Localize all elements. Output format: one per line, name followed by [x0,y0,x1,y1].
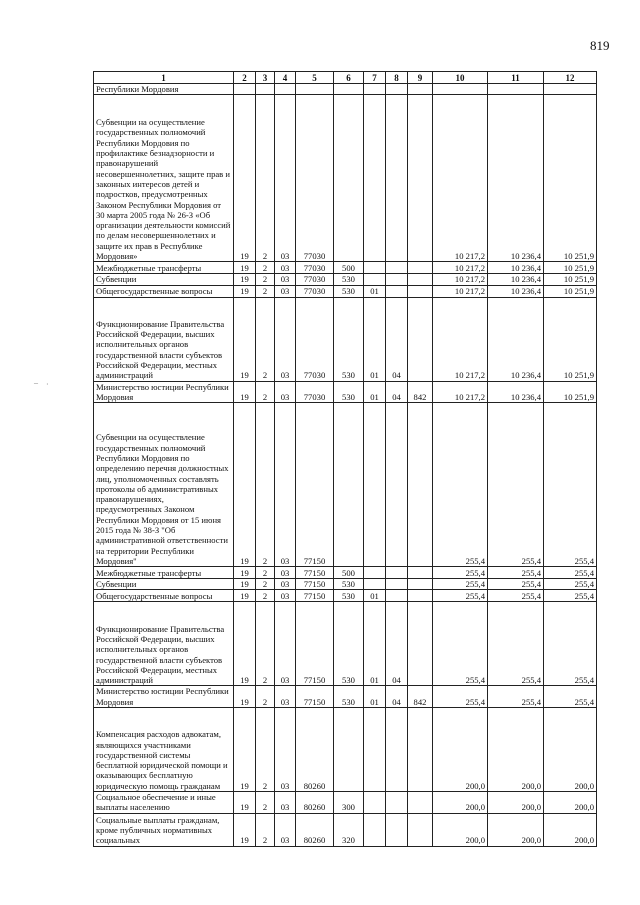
value-cell: 2 [256,813,275,846]
table-row [94,792,597,814]
value-cell [386,403,408,567]
column-header: 7 [364,72,386,84]
value-cell: 2 [256,262,275,274]
value-cell: 255,4 [544,590,597,602]
value-cell: 04 [386,297,408,381]
value-cell: 03 [275,602,296,686]
value-cell: 77150 [296,590,334,602]
table-row [94,686,597,708]
value-cell: 80260 [296,792,334,814]
table-row [94,84,597,95]
value-cell: 10 251,9 [544,274,597,285]
value-cell: 01 [364,285,386,297]
scan-mark: – [34,378,38,387]
value-cell: 01 [364,602,386,686]
value-cell [296,84,334,95]
value-cell: 10 217,2 [433,285,488,297]
value-cell [408,813,433,846]
value-cell [386,285,408,297]
table-row [94,285,597,297]
value-cell: 2 [256,792,275,814]
value-cell [386,84,408,95]
value-cell: 03 [275,95,296,262]
value-cell: 2 [256,579,275,590]
value-cell: 200,0 [433,708,488,792]
value-cell: 10 217,2 [433,95,488,262]
value-cell: 19 [234,792,256,814]
value-cell: 530 [334,381,364,403]
value-cell: 19 [234,262,256,274]
row-name-cell: Министерство юстиции Республики Мордовия [94,381,234,403]
value-cell: 77150 [296,602,334,686]
value-cell: 19 [234,297,256,381]
value-cell: 19 [234,285,256,297]
value-cell: 03 [275,579,296,590]
value-cell: 77150 [296,686,334,708]
value-cell [234,84,256,95]
table-row [94,813,597,846]
value-cell [364,262,386,274]
value-cell: 2 [256,686,275,708]
value-cell [275,84,296,95]
value-cell: 2 [256,602,275,686]
value-cell [408,84,433,95]
value-cell: 530 [334,602,364,686]
column-header: 12 [544,72,597,84]
value-cell: 19 [234,95,256,262]
value-cell: 10 236,4 [488,274,544,285]
value-cell: 255,4 [433,567,488,579]
value-cell: 2 [256,381,275,403]
value-cell: 200,0 [433,813,488,846]
value-cell: 530 [334,285,364,297]
value-cell [408,262,433,274]
value-cell: 200,0 [488,813,544,846]
value-cell: 255,4 [433,686,488,708]
value-cell [408,95,433,262]
value-cell: 255,4 [433,403,488,567]
value-cell: 80260 [296,813,334,846]
value-cell: 01 [364,381,386,403]
value-cell: 255,4 [488,686,544,708]
value-cell: 10 251,9 [544,285,597,297]
value-cell: 200,0 [488,708,544,792]
value-cell [408,297,433,381]
value-cell: 19 [234,403,256,567]
value-cell [334,95,364,262]
value-cell: 530 [334,590,364,602]
budget-table [93,71,597,847]
value-cell: 300 [334,792,364,814]
table-row [94,274,597,285]
value-cell: 19 [234,602,256,686]
value-cell [408,567,433,579]
value-cell: 03 [275,567,296,579]
value-cell: 255,4 [544,403,597,567]
column-header: 2 [234,72,256,84]
value-cell: 500 [334,567,364,579]
value-cell: 2 [256,403,275,567]
value-cell [386,95,408,262]
value-cell [544,84,597,95]
value-cell [364,403,386,567]
value-cell: 10 236,4 [488,297,544,381]
value-cell: 77150 [296,567,334,579]
table-row [94,403,597,567]
row-name-cell: Функционирование Правительства Российской Федерации, высших исполнительных органов государственной власти субъектов Российской Федерации, местных администраций [94,297,234,381]
row-name-cell: Министерство юстиции Республики Мордовия [94,686,234,708]
value-cell: 530 [334,274,364,285]
value-cell: 19 [234,590,256,602]
row-name-cell: Компенсация расходов адвокатам, являющихся участниками государственной системы бесплатной юридической помощи и оказывающих бесплатную юридическую помощь гражданам [94,708,234,792]
value-cell: 03 [275,381,296,403]
value-cell: 77030 [296,297,334,381]
column-header: 1 [94,72,234,84]
value-cell: 03 [275,590,296,602]
value-cell: 2 [256,708,275,792]
value-cell [364,274,386,285]
table-row [94,262,597,274]
value-cell: 03 [275,403,296,567]
value-cell: 04 [386,381,408,403]
value-cell: 04 [386,686,408,708]
value-cell: 77030 [296,285,334,297]
value-cell: 01 [364,590,386,602]
row-name-cell: Межбюджетные трансферты [94,262,234,274]
value-cell: 200,0 [544,813,597,846]
value-cell [364,813,386,846]
value-cell: 200,0 [544,708,597,792]
page-number: 819 [590,38,610,53]
value-cell: 03 [275,297,296,381]
column-header: 4 [275,72,296,84]
value-cell: 842 [408,686,433,708]
table-header [94,72,597,84]
row-name-cell: Субвенции на осуществление государственных полномочий Республики Мордовия по определению перечня должностных лиц, уполномоченных составлять протоколы об административных правонарушениях, предусмотренных Законом Республики Мордовия от 15 июня 2015 года № 38-З "Об административной ответственности на территории Республики Мордовия" [94,403,234,567]
value-cell: 255,4 [433,602,488,686]
value-cell: 77150 [296,403,334,567]
value-cell: 255,4 [488,590,544,602]
column-header: 8 [386,72,408,84]
value-cell: 255,4 [544,686,597,708]
row-name-cell: Межбюджетные трансферты [94,567,234,579]
value-cell: 200,0 [488,792,544,814]
value-cell: 80260 [296,708,334,792]
value-cell [408,590,433,602]
value-cell: 255,4 [433,590,488,602]
value-cell [386,708,408,792]
value-cell: 842 [408,381,433,403]
value-cell [386,792,408,814]
row-name-cell: Субвенции на осуществление государственных полномочий Республики Мордовия по профилактике безнадзорности и правонарушений несовершеннолетних, защите прав и законных интересов детей и подростков, предусмотренных Законом Республики Мордовия от 30 марта 2005 года № 26-З «Об организации деятельности комиссий по делам несовершеннолетних и защите их прав в Республике Мордовия» [94,95,234,262]
value-cell: 10 251,9 [544,262,597,274]
value-cell: 500 [334,262,364,274]
value-cell [364,792,386,814]
value-cell: 255,4 [488,403,544,567]
value-cell: 19 [234,274,256,285]
row-name-cell: Субвенции [94,274,234,285]
value-cell: 2 [256,590,275,602]
value-cell [408,792,433,814]
value-cell: 19 [234,686,256,708]
value-cell [408,285,433,297]
value-cell [364,84,386,95]
value-cell [386,262,408,274]
value-cell [408,403,433,567]
value-cell: 10 236,4 [488,381,544,403]
value-cell: 320 [334,813,364,846]
value-cell: 77030 [296,262,334,274]
row-name-cell: Функционирование Правительства Российской Федерации, высших исполнительных органов государственной власти субъектов Российской Федерации, местных администраций [94,602,234,686]
value-cell: 03 [275,813,296,846]
value-cell: 19 [234,708,256,792]
value-cell: 10 236,4 [488,262,544,274]
value-cell: 19 [234,813,256,846]
table-body [94,84,597,847]
value-cell: 03 [275,708,296,792]
value-cell [364,95,386,262]
value-cell: 255,4 [488,579,544,590]
value-cell [334,84,364,95]
column-header: 9 [408,72,433,84]
value-cell: 10 236,4 [488,285,544,297]
value-cell: 01 [364,297,386,381]
scan-mark: · [46,380,49,389]
value-cell: 200,0 [544,792,597,814]
value-cell [386,579,408,590]
value-cell: 10 217,2 [433,297,488,381]
value-cell: 530 [334,297,364,381]
value-cell: 03 [275,274,296,285]
value-cell: 10 217,2 [433,274,488,285]
value-cell: 530 [334,686,364,708]
table-row [94,579,597,590]
value-cell: 530 [334,579,364,590]
table-row [94,95,597,262]
value-cell [386,590,408,602]
value-cell: 01 [364,686,386,708]
value-cell [488,84,544,95]
row-name-cell: Республики Мордовия [94,84,234,95]
value-cell: 03 [275,792,296,814]
table-row [94,590,597,602]
value-cell: 77030 [296,381,334,403]
table-row [94,297,597,381]
row-name-cell: Социальные выплаты гражданам, кроме публичных нормативных социальных [94,813,234,846]
value-cell: 255,4 [488,602,544,686]
value-cell [433,84,488,95]
value-cell [386,567,408,579]
row-name-cell: Общегосударственные вопросы [94,285,234,297]
row-name-cell: Субвенции [94,579,234,590]
value-cell: 255,4 [433,579,488,590]
value-cell [408,602,433,686]
value-cell: 77030 [296,95,334,262]
value-cell [386,813,408,846]
value-cell: 04 [386,602,408,686]
column-header: 11 [488,72,544,84]
value-cell: 10 251,9 [544,381,597,403]
value-cell [364,708,386,792]
value-cell: 255,4 [544,602,597,686]
value-cell [334,708,364,792]
value-cell [408,579,433,590]
value-cell: 255,4 [544,579,597,590]
column-header: 6 [334,72,364,84]
column-header: 10 [433,72,488,84]
value-cell: 2 [256,95,275,262]
value-cell [256,84,275,95]
value-cell: 255,4 [544,567,597,579]
value-cell [364,567,386,579]
value-cell: 03 [275,262,296,274]
value-cell: 10 251,9 [544,297,597,381]
value-cell [408,274,433,285]
value-cell: 19 [234,579,256,590]
column-header: 3 [256,72,275,84]
value-cell: 2 [256,297,275,381]
table-row [94,381,597,403]
value-cell: 10 217,2 [433,381,488,403]
value-cell: 03 [275,686,296,708]
column-header: 5 [296,72,334,84]
value-cell: 03 [275,285,296,297]
value-cell [364,579,386,590]
value-cell: 255,4 [488,567,544,579]
value-cell: 19 [234,567,256,579]
value-cell: 2 [256,567,275,579]
value-cell: 19 [234,381,256,403]
value-cell: 10 236,4 [488,95,544,262]
value-cell: 10 251,9 [544,95,597,262]
value-cell [386,274,408,285]
row-name-cell: Социальное обеспечение и иные выплаты населению [94,792,234,814]
value-cell: 77030 [296,274,334,285]
value-cell: 2 [256,285,275,297]
value-cell [334,403,364,567]
row-name-cell: Общегосударственные вопросы [94,590,234,602]
header-row [94,72,597,84]
value-cell: 77150 [296,579,334,590]
value-cell: 2 [256,274,275,285]
value-cell: 200,0 [433,792,488,814]
table-row [94,567,597,579]
value-cell: 10 217,2 [433,262,488,274]
value-cell [408,708,433,792]
table-row [94,602,597,686]
table-row [94,708,597,792]
